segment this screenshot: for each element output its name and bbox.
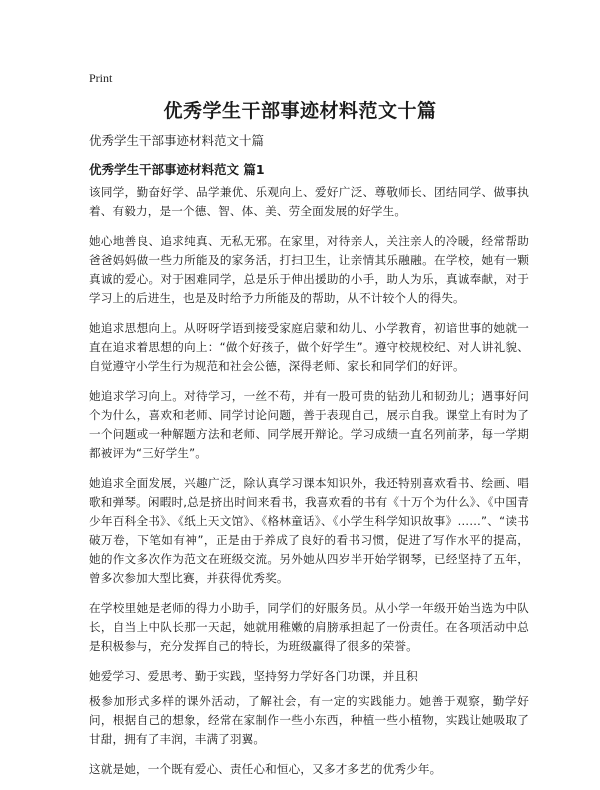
page-title: 优秀学生干部事迹材料范文十篇 [163,100,437,122]
article-body [89,183,529,790]
paragraph-conclusion: 这就是她，一个既有爱心、责任心和恒心，又多才多艺的优秀少年。 [89,762,442,776]
paragraph-interests: 她追求全面发展，兴趣广泛，除认真学习课本知识外，我还特别喜欢看书、绘画、唱歌和弹琴。闲暇时,总是挤出时间来看书，我喜欢看的书有《十万个为什么》、《中国青少年百科全书》、《纸上天文馆》、《格林童话》、《小学生科学知识故事》……”、“读书破万卷，下笔如有神”，正是由于养成了良好的看书习惯，促进了写作水平的提高，她的作文多次作为范文在班级交流。另外她从四岁半开始学钢琴，已经坚持了五年，曾多次参加大型比赛，并获得优秀奖。 [89,476,529,585]
paragraph-activities: 极参加形式多样的课外活动，了解社会，有一定的实践能力。她善于观察，勤学好问，根据自己的想象，经常在家制作一些小东西，种植一些小植物，实践让她吸取了甘甜，拥有了丰润，丰满了羽翼。 [89,694,529,746]
paragraph-character: 她心地善良、追求纯真、无私无邪。在家里，对待亲人，关注亲人的冷暖，经常帮助爸爸妈妈做一些力所能及的家务活，打扫卫生，让亲情其乐融融。在学校，她有一颗真诚的爱心。对于困难同学，总是乐于伸出援助的小手，助人为乐，真诚奉献，对于学习上的后进生，也是及时给予力所能及的帮助，从不计较个人的得失。 [89,234,529,305]
print-link[interactable]: Print [89,71,113,85]
paragraph-intro: 该同学，勤奋好学、品学兼优、乐观向上、爱好广泛、尊敬师长、团结同学、做事执着、有毅力，是一个德、智、体、美、劳全面发展的好学生。 [89,185,529,218]
section-heading: 优秀学生干部事迹材料范文 篇1 [89,162,265,177]
document-subtitle: 优秀学生干部事迹材料范文十篇 [89,133,265,148]
paragraph-diligence: 她爱学习、爱思考、勤于实践，坚持努力学好各门功课，并且积 [89,669,418,683]
paragraph-ideology: 她追求思想向上。从呀呀学语到接受家庭启蒙和幼儿、小学教育，初谙世事的她就一直在追求着思想的向上：“做个好孩子，做个好学生”。遵守校规校纪、对人讲礼貌、自觉遵守小学生行为规范和社会公德，深得老师、家长和同学们的好评。 [89,321,529,373]
paragraph-study: 她追求学习向上。对待学习，一丝不苟，并有一股可贵的钻劲儿和韧劲儿；遇事好问个为什么，喜欢和老师、同学讨论问题，善于表现自己，展示自我。课堂上有时为了一个问题或一种解题方法和老师、同学展开辩论。学习成绩一直名列前茅，每一学期都被评为“三好学生”。 [89,389,529,460]
paragraph-class-role: 在学校里她是老师的得力小助手，同学们的好服务员。从小学一年级开始当选为中队长，自当上中队长那一天起，她就用稚嫩的肩膀承担起了一份责任。在各项活动中总是积极参与，充分发挥自己的特长，为班级赢得了很多的荣誉。 [89,601,529,653]
